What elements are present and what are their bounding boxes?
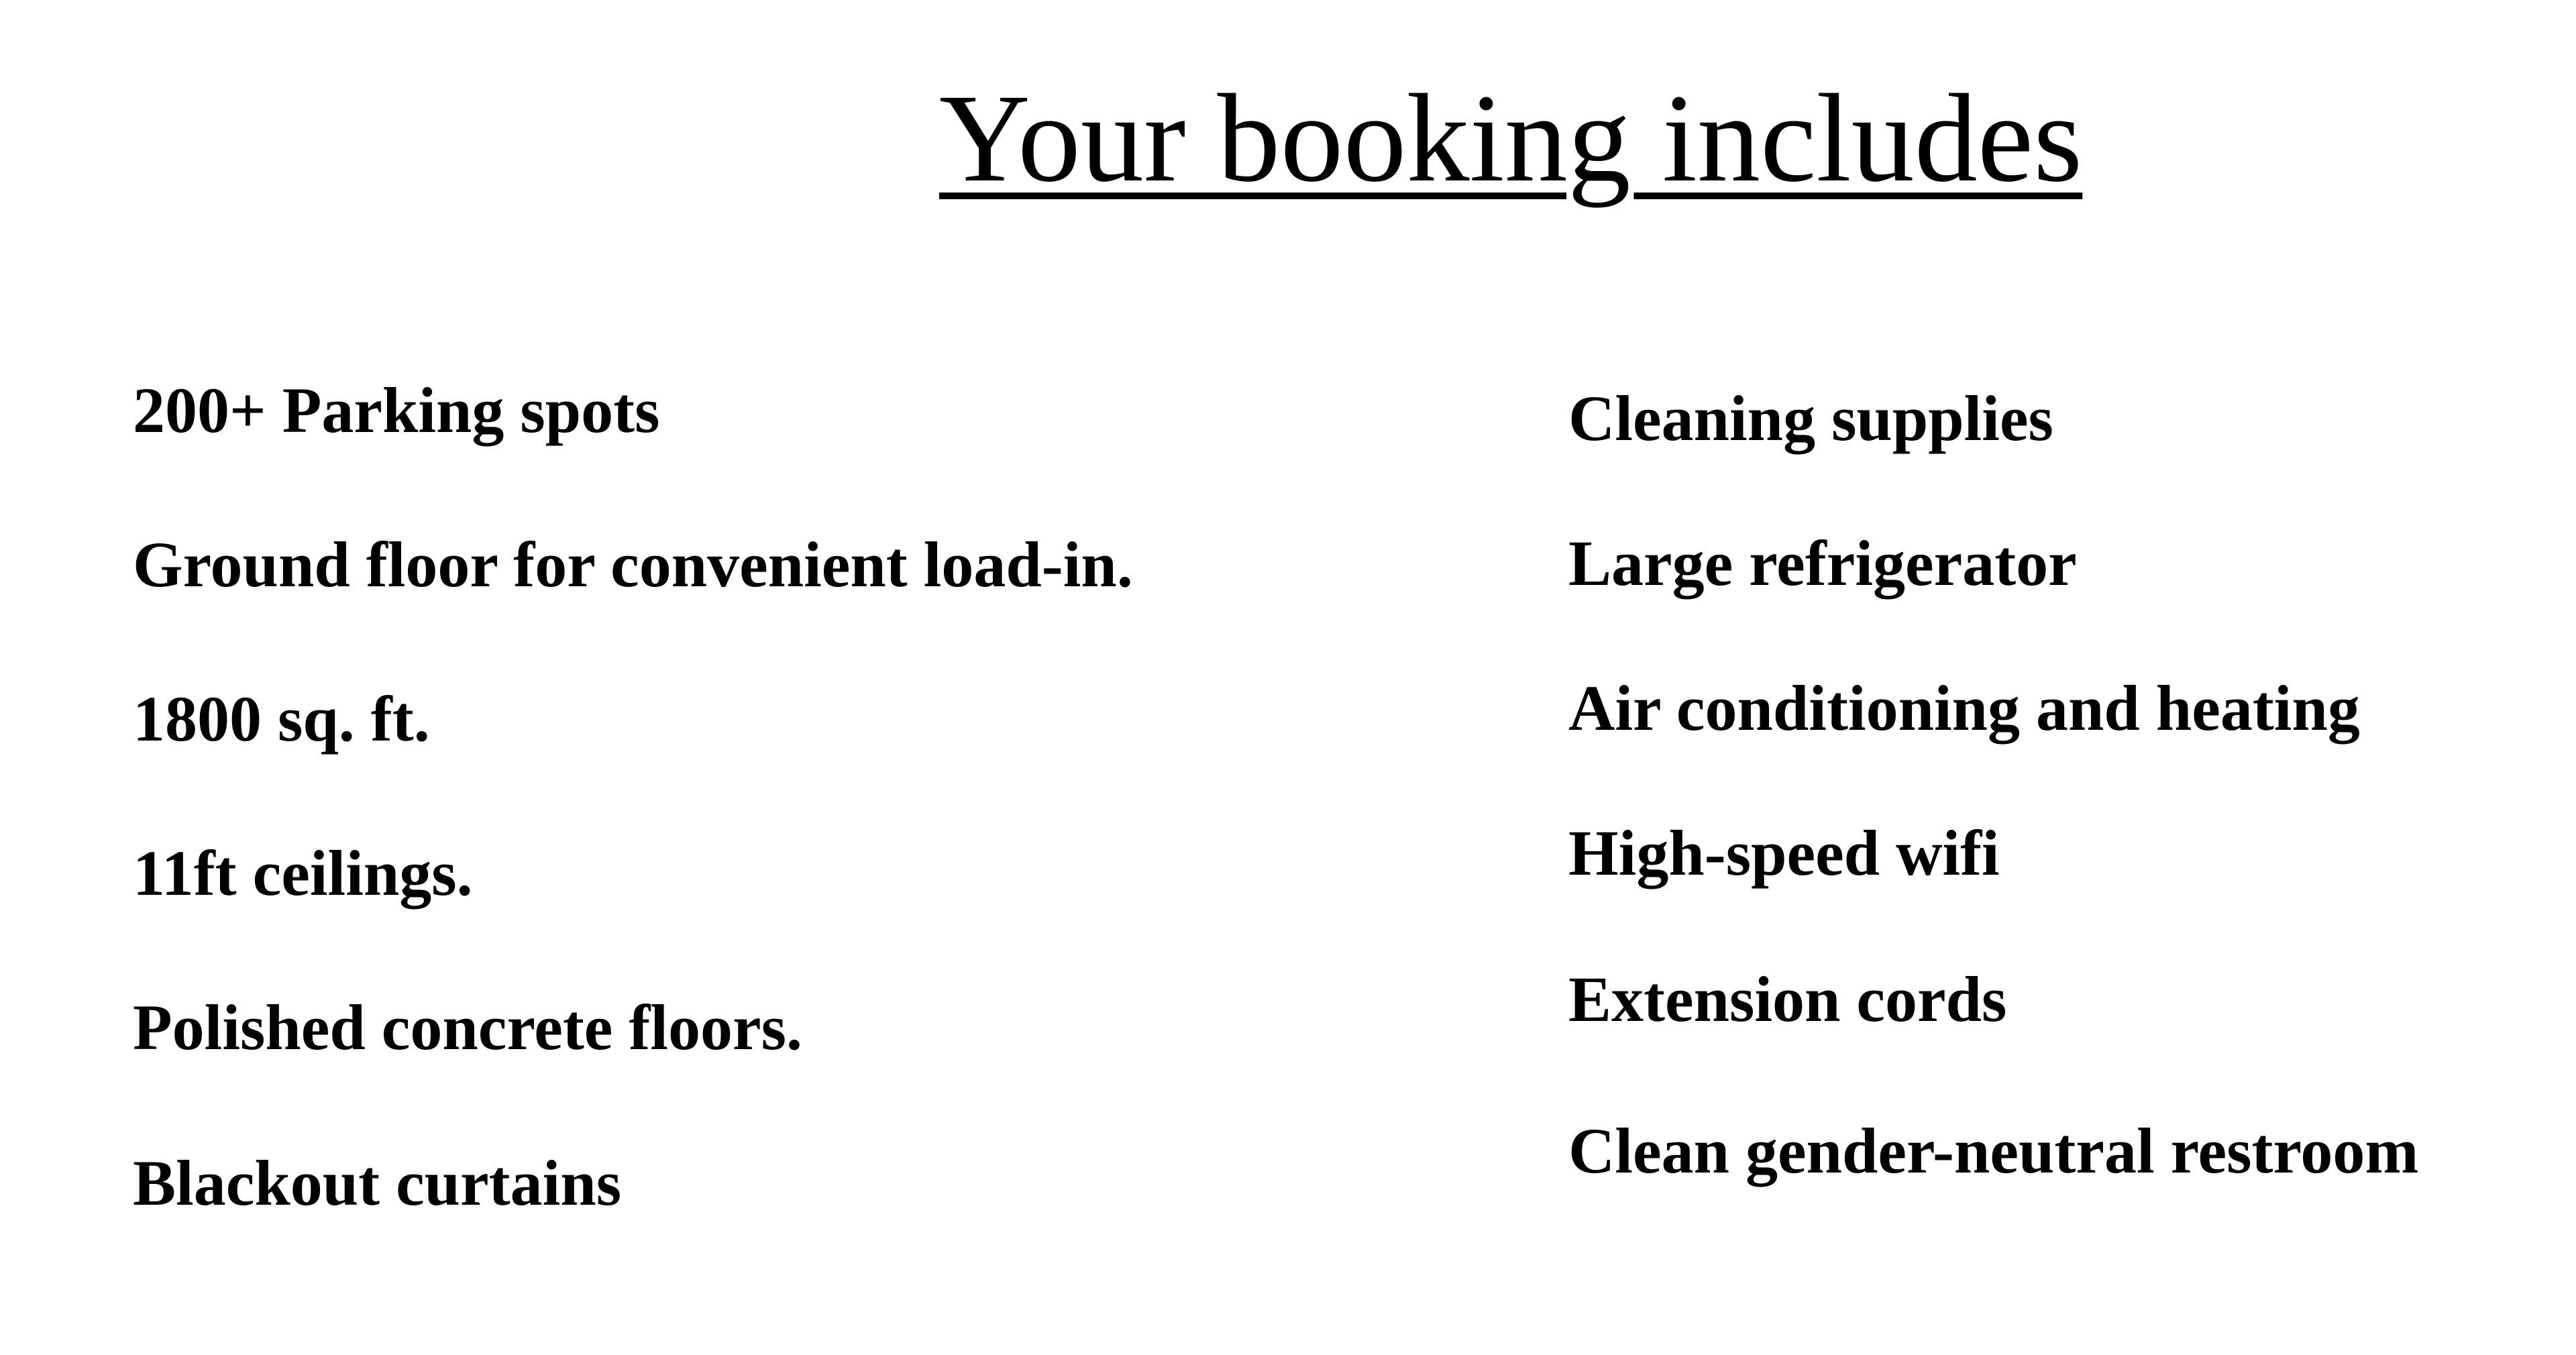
list-item: Large refrigerator	[1568, 527, 2077, 599]
page-title: Your booking includes	[939, 68, 2083, 208]
list-item: Air conditioning and heating	[1568, 672, 2360, 744]
list-item: Polished concrete floors.	[133, 991, 803, 1063]
list-item: Extension cords	[1568, 963, 2007, 1035]
list-item: High-speed wifi	[1568, 817, 2000, 889]
list-item: Ground floor for convenient load-in.	[133, 529, 1133, 600]
list-item: 1800 sq. ft.	[133, 683, 430, 755]
list-item: Cleaning supplies	[1568, 382, 2053, 454]
list-item: 200+ Parking spots	[133, 374, 660, 446]
list-item: Clean gender-neutral restroom	[1568, 1115, 2419, 1187]
list-item: Blackout curtains	[133, 1147, 622, 1219]
list-item: 11ft ceilings.	[133, 837, 473, 909]
